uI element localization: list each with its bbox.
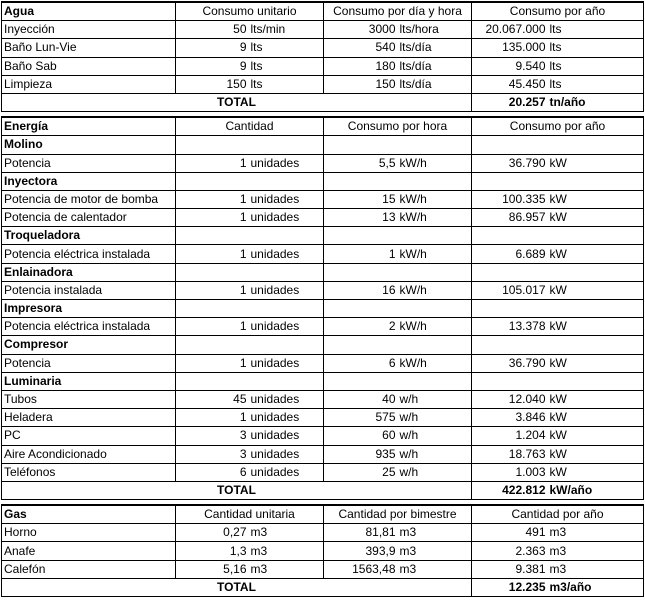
agua-total-unit: tn/año xyxy=(548,93,644,111)
quantity-unit: unidades xyxy=(249,409,324,427)
item-name: Potencia de calentador xyxy=(2,209,176,227)
empty xyxy=(176,136,249,154)
energia-group-row xyxy=(2,300,644,318)
yearly-unit: kW xyxy=(548,281,644,299)
yearly-value: 2.363 xyxy=(472,542,548,560)
agua-row xyxy=(2,57,644,75)
empty xyxy=(176,336,249,354)
yearly-value: 9.540 xyxy=(472,57,548,75)
quantity-value: 1 xyxy=(176,154,249,172)
empty xyxy=(324,136,398,154)
item-name: Potencia xyxy=(2,154,176,172)
quantity-value: 45 xyxy=(176,390,249,408)
yearly-value: 12.040 xyxy=(472,390,548,408)
daily-unit: lts/hora xyxy=(398,21,472,39)
item-name: Aire Acondicionado xyxy=(2,445,176,463)
unit-value: 5,16 xyxy=(176,560,249,578)
bimonthly-value: 81,81 xyxy=(324,524,398,542)
empty xyxy=(472,263,548,281)
quantity-unit: unidades xyxy=(249,209,324,227)
hourly-value: 13 xyxy=(324,209,398,227)
hourly-unit: w/h xyxy=(398,445,472,463)
unit-value: 9 xyxy=(176,39,249,57)
quantity-value: 1 xyxy=(176,354,249,372)
empty xyxy=(324,336,398,354)
group-title: Compresor xyxy=(2,336,176,354)
item-name: Teléfonos xyxy=(2,463,176,481)
quantity-value: 1 xyxy=(176,190,249,208)
hourly-value: 5,5 xyxy=(324,154,398,172)
agua-total-row xyxy=(2,93,644,111)
yearly-unit: kW xyxy=(548,390,644,408)
quantity-value: 3 xyxy=(176,445,249,463)
unit-label: lts xyxy=(249,75,324,93)
yearly-value: 36.790 xyxy=(472,154,548,172)
yearly-unit: m3 xyxy=(548,560,644,578)
empty xyxy=(176,227,249,245)
energia-group-row xyxy=(2,227,644,245)
yearly-unit: m3 xyxy=(548,542,644,560)
gas-total-unit: m3/año xyxy=(548,578,644,596)
quantity-unit: unidades xyxy=(249,281,324,299)
empty xyxy=(324,372,398,390)
item-name: Baño Lun-Vie xyxy=(2,39,176,57)
unit-value: 9 xyxy=(176,57,249,75)
energia-col-3-header: Consumo por año xyxy=(472,117,644,136)
empty xyxy=(398,300,472,318)
gas-total-label: TOTAL xyxy=(2,578,472,596)
empty xyxy=(548,172,644,190)
empty xyxy=(398,136,472,154)
energia-row xyxy=(2,190,644,208)
yearly-value: 135.000 xyxy=(472,39,548,57)
yearly-unit: kW xyxy=(548,209,644,227)
energia-row xyxy=(2,209,644,227)
empty xyxy=(472,372,548,390)
yearly-value: 13.378 xyxy=(472,318,548,336)
item-name: Limpieza xyxy=(2,75,176,93)
hourly-unit: kW/h xyxy=(398,354,472,372)
agua-row xyxy=(2,39,644,57)
group-title: Enlainadora xyxy=(2,263,176,281)
bimonthly-value: 393,9 xyxy=(324,542,398,560)
unit-label: lts/min xyxy=(249,21,324,39)
hourly-unit: kW/h xyxy=(398,318,472,336)
hourly-value: 935 xyxy=(324,445,398,463)
unit-label: m3 xyxy=(249,524,324,542)
item-name: Tubos xyxy=(2,390,176,408)
quantity-value: 3 xyxy=(176,427,249,445)
bimonthly-unit: m3 xyxy=(398,542,472,560)
bimonthly-unit: m3 xyxy=(398,560,472,578)
energia-total-label: TOTAL xyxy=(2,481,472,499)
gas-row xyxy=(2,560,644,578)
yearly-unit: kW xyxy=(548,427,644,445)
yearly-unit: kW xyxy=(548,318,644,336)
yearly-unit: lts xyxy=(548,39,644,57)
gas-title: Gas xyxy=(2,505,176,524)
hourly-unit: kW/h xyxy=(398,154,472,172)
energia-total-value: 422.812 xyxy=(472,481,548,499)
unit-label: lts xyxy=(249,57,324,75)
agua-title: Agua xyxy=(2,2,176,21)
empty xyxy=(472,227,548,245)
hourly-value: 60 xyxy=(324,427,398,445)
daily-value: 180 xyxy=(324,57,398,75)
yearly-value: 20.067.000 xyxy=(472,21,548,39)
hourly-unit: kW/h xyxy=(398,281,472,299)
item-name: Calefón xyxy=(2,560,176,578)
empty xyxy=(398,172,472,190)
energia-group-row xyxy=(2,372,644,390)
gas-total-row xyxy=(2,578,644,596)
agua-row xyxy=(2,75,644,93)
hourly-value: 25 xyxy=(324,463,398,481)
yearly-value: 6.689 xyxy=(472,245,548,263)
daily-unit: lts/día xyxy=(398,39,472,57)
empty xyxy=(472,136,548,154)
yearly-unit: kW xyxy=(548,354,644,372)
group-title: Inyectora xyxy=(2,172,176,190)
group-title: Impresora xyxy=(2,300,176,318)
item-name: Horno xyxy=(2,524,176,542)
hourly-value: 2 xyxy=(324,318,398,336)
quantity-unit: unidades xyxy=(249,427,324,445)
empty xyxy=(324,172,398,190)
empty xyxy=(398,336,472,354)
quantity-value: 1 xyxy=(176,281,249,299)
energia-group-row xyxy=(2,172,644,190)
empty xyxy=(548,372,644,390)
quantity-unit: unidades xyxy=(249,245,324,263)
empty xyxy=(472,336,548,354)
energia-row xyxy=(2,281,644,299)
hourly-unit: w/h xyxy=(398,427,472,445)
unit-value: 1,3 xyxy=(176,542,249,560)
empty xyxy=(249,336,324,354)
quantity-unit: unidades xyxy=(249,190,324,208)
energia-group-row xyxy=(2,263,644,281)
hourly-unit: kW/h xyxy=(398,245,472,263)
daily-value: 3000 xyxy=(324,21,398,39)
empty xyxy=(472,300,548,318)
energia-header-row xyxy=(2,117,644,136)
energia-row xyxy=(2,427,644,445)
yearly-value: 18.763 xyxy=(472,445,548,463)
agua-header-row xyxy=(2,2,644,21)
yearly-value: 1.003 xyxy=(472,463,548,481)
hourly-unit: kW/h xyxy=(398,190,472,208)
hourly-unit: w/h xyxy=(398,463,472,481)
quantity-value: 1 xyxy=(176,245,249,263)
yearly-unit: m3 xyxy=(548,524,644,542)
agua-col-2-header: Consumo por día y hora xyxy=(324,2,472,21)
quantity-value: 1 xyxy=(176,209,249,227)
energia-row xyxy=(2,445,644,463)
consumption-table xyxy=(1,1,644,597)
agua-row xyxy=(2,21,644,39)
yearly-unit: kW xyxy=(548,245,644,263)
empty xyxy=(249,172,324,190)
energia-col-2-header: Consumo por hora xyxy=(324,117,472,136)
yearly-unit: kW xyxy=(548,463,644,481)
gas-col-1-header: Cantidad unitaria xyxy=(176,505,324,524)
yearly-value: 105.017 xyxy=(472,281,548,299)
quantity-value: 1 xyxy=(176,409,249,427)
energia-col-1-header: Cantidad xyxy=(176,117,324,136)
empty xyxy=(249,227,324,245)
energia-row xyxy=(2,318,644,336)
hourly-value: 16 xyxy=(324,281,398,299)
energia-row xyxy=(2,409,644,427)
quantity-unit: unidades xyxy=(249,154,324,172)
empty xyxy=(548,263,644,281)
bimonthly-value: 1563,48 xyxy=(324,560,398,578)
group-title: Troqueladora xyxy=(2,227,176,245)
item-name: Potencia xyxy=(2,354,176,372)
group-title: Molino xyxy=(2,136,176,154)
gas-total-value: 12.235 xyxy=(472,578,548,596)
yearly-unit: lts xyxy=(548,57,644,75)
empty xyxy=(398,263,472,281)
yearly-unit: kW xyxy=(548,445,644,463)
quantity-unit: unidades xyxy=(249,354,324,372)
yearly-unit: kW xyxy=(548,190,644,208)
daily-unit: lts/día xyxy=(398,57,472,75)
empty xyxy=(176,372,249,390)
empty xyxy=(176,263,249,281)
quantity-value: 1 xyxy=(176,318,249,336)
agua-total-label: TOTAL xyxy=(2,93,472,111)
gas-row xyxy=(2,524,644,542)
empty xyxy=(176,172,249,190)
unit-value: 150 xyxy=(176,75,249,93)
unit-value: 0,27 xyxy=(176,524,249,542)
item-name: PC xyxy=(2,427,176,445)
yearly-unit: kW xyxy=(548,154,644,172)
yearly-unit: lts xyxy=(548,75,644,93)
gas-header-row xyxy=(2,505,644,524)
yearly-value: 100.335 xyxy=(472,190,548,208)
energia-row xyxy=(2,154,644,172)
energia-total-unit: kW/año xyxy=(548,481,644,499)
agua-col-1-header: Consumo unitario xyxy=(176,2,324,21)
yearly-unit: lts xyxy=(548,21,644,39)
quantity-unit: unidades xyxy=(249,463,324,481)
hourly-unit: w/h xyxy=(398,390,472,408)
hourly-value: 1 xyxy=(324,245,398,263)
empty xyxy=(398,227,472,245)
item-name: Anafe xyxy=(2,542,176,560)
item-name: Heladera xyxy=(2,409,176,427)
daily-value: 150 xyxy=(324,75,398,93)
quantity-unit: unidades xyxy=(249,318,324,336)
energia-group-row xyxy=(2,336,644,354)
item-name: Potencia de motor de bomba xyxy=(2,190,176,208)
unit-label: lts xyxy=(249,39,324,57)
energia-total-row xyxy=(2,481,644,499)
hourly-unit: w/h xyxy=(398,409,472,427)
hourly-value: 40 xyxy=(324,390,398,408)
hourly-value: 6 xyxy=(324,354,398,372)
bimonthly-unit: m3 xyxy=(398,524,472,542)
yearly-value: 86.957 xyxy=(472,209,548,227)
empty xyxy=(398,372,472,390)
unit-label: m3 xyxy=(249,542,324,560)
yearly-value: 45.450 xyxy=(472,75,548,93)
agua-col-3-header: Consumo por año xyxy=(472,2,644,21)
item-name: Baño Sab xyxy=(2,57,176,75)
daily-unit: lts/día xyxy=(398,75,472,93)
empty xyxy=(548,336,644,354)
energia-row xyxy=(2,463,644,481)
empty xyxy=(324,263,398,281)
empty xyxy=(324,227,398,245)
empty xyxy=(249,300,324,318)
yearly-value: 9.381 xyxy=(472,560,548,578)
item-name: Potencia eléctrica instalada xyxy=(2,318,176,336)
hourly-value: 15 xyxy=(324,190,398,208)
quantity-unit: unidades xyxy=(249,445,324,463)
item-name: Inyección xyxy=(2,21,176,39)
yearly-value: 36.790 xyxy=(472,354,548,372)
empty xyxy=(548,227,644,245)
energia-row xyxy=(2,390,644,408)
yearly-unit: kW xyxy=(548,409,644,427)
daily-value: 540 xyxy=(324,39,398,57)
yearly-value: 491 xyxy=(472,524,548,542)
empty xyxy=(548,300,644,318)
empty xyxy=(249,136,324,154)
energia-title: Energía xyxy=(2,117,176,136)
energia-group-row xyxy=(2,136,644,154)
group-title: Luminaria xyxy=(2,372,176,390)
energia-row xyxy=(2,354,644,372)
yearly-value: 1.204 xyxy=(472,427,548,445)
item-name: Potencia instalada xyxy=(2,281,176,299)
unit-label: m3 xyxy=(249,560,324,578)
gas-row xyxy=(2,542,644,560)
empty xyxy=(472,172,548,190)
unit-value: 50 xyxy=(176,21,249,39)
empty xyxy=(176,300,249,318)
empty xyxy=(324,300,398,318)
gas-col-2-header: Cantidad por bimestre xyxy=(324,505,472,524)
agua-total-value: 20.257 xyxy=(472,93,548,111)
empty xyxy=(249,263,324,281)
hourly-value: 575 xyxy=(324,409,398,427)
quantity-value: 6 xyxy=(176,463,249,481)
empty xyxy=(249,372,324,390)
yearly-value: 3.846 xyxy=(472,409,548,427)
energia-row xyxy=(2,245,644,263)
gas-col-3-header: Cantidad por año xyxy=(472,505,644,524)
item-name: Potencia eléctrica instalada xyxy=(2,245,176,263)
empty xyxy=(548,136,644,154)
quantity-unit: unidades xyxy=(249,390,324,408)
hourly-unit: kW/h xyxy=(398,209,472,227)
